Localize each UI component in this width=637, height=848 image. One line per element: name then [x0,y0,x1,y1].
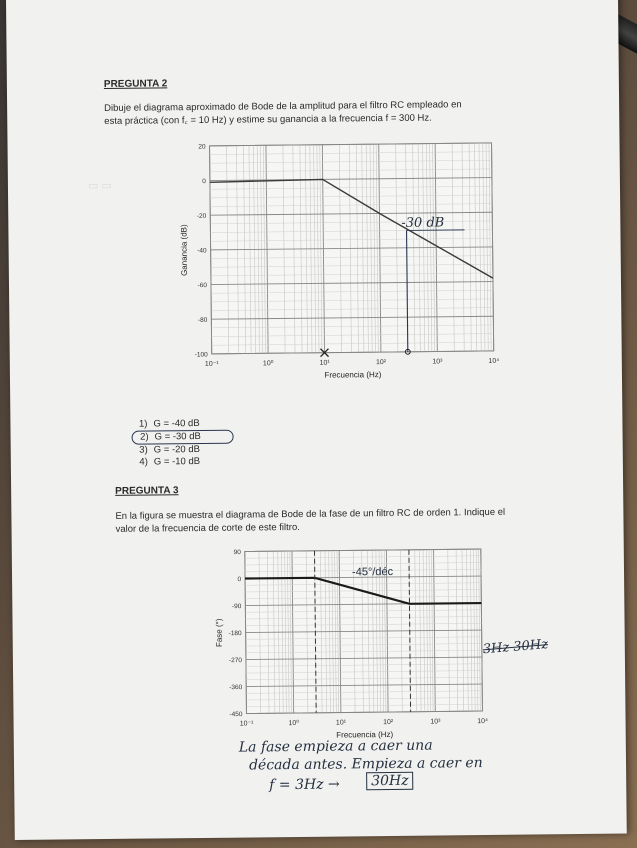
y-tick-label: -360 [229,684,243,692]
option-2-label: G = -30 dB [154,430,201,443]
option-1-number: 1) [138,418,148,430]
y-tick-label: 0 [202,178,206,186]
question-2-line-1: Dibuje el diagrama aproximado de Bode de la amplitud para el filtro RC empleado en [104,99,462,114]
question-3-title: PREGUNTA 3 [115,485,179,497]
option-1[interactable] [135,418,233,431]
crossed-margin-note: 3Hz 30Hz [482,637,549,658]
option-3-number: 3) [139,444,148,456]
y-tick-label: -450 [229,711,243,719]
exam-sheet [6,0,627,840]
y-tick-label: 20 [198,143,206,151]
x-tick-label: 10² [375,359,387,367]
x-tick-label: 10¹ [319,359,330,367]
y-tick-label: -180 [228,630,242,638]
y-tick-label: -270 [228,657,242,665]
option-4[interactable] [136,456,234,469]
handwritten-line-1: La fase empieza a caer una [238,737,433,756]
gain-annotation: -30 dB [401,215,445,231]
option-2-number: 2) [140,431,149,443]
question-2-line-2: esta práctica (con f꜀ = 10 Hz) y estime su ganancia a la frecuencia f = 300 Hz. [104,112,432,127]
y-tick-label: -20 [196,212,207,220]
option-4-label: G = -10 dB [153,455,201,468]
phase-slope-annotation: -45°/déc [351,565,394,579]
question-3-line-2: valor de la frecuencia de corte de este filtro. [115,521,300,535]
x-tick-label: 10³ [430,718,441,726]
y-tick-label: 0 [237,576,242,584]
option-2-selected[interactable] [132,430,234,445]
question-2-title: PREGUNTA 2 [103,78,168,90]
handwritten-line-2: década antes. Empieza a caer en [248,755,483,774]
x-tick-label: 10⁻¹ [239,720,254,728]
bleed-through: ▭ ▭ [87,179,112,193]
x-tick-label: 10⁰ [288,719,300,728]
y-tick-label: -90 [231,603,242,611]
y-tick-label: -80 [197,316,208,324]
x-tick-label: 10⁰ [262,360,274,368]
option-3-label: G = -20 dB [153,443,200,456]
y-tick-label: -100 [194,351,208,359]
y-tick-label: -40 [197,247,207,255]
y-tick-label: -60 [197,282,208,290]
handwritten-line-3: f = 3Hz → [269,776,340,794]
x-tick-label: 10⁻¹ [204,360,219,368]
question-2-text [104,97,564,128]
x-tick-label: 10² [383,718,394,727]
x-tick-label: 10⁴ [488,357,500,365]
handwritten-answer-box: 30Hz [366,772,414,790]
question-3-text [115,505,575,536]
q2-options [135,418,234,469]
bode-gain-chart [157,135,510,399]
x-tick-label: 10³ [432,358,443,366]
question-3-line-1: En la figura se muestra el diagrama de Bode de la fase de un filtro RC de orden 1. Indique el [115,506,506,522]
x-axis-label: Frecuencia (Hz) [324,370,382,380]
x-tick-label: 10⁴ [477,717,489,726]
option-1-label: G = -40 dB [153,417,200,430]
x-axis-label: Frecuencia (Hz) [336,729,394,740]
y-tick-label: 90 [233,549,241,557]
y-axis-label: Fase (°) [214,618,224,648]
option-3[interactable] [136,444,234,457]
x-tick-label: 10¹ [335,719,347,727]
option-4-number: 4) [139,456,148,468]
y-axis-label: Ganancia (dB) [179,224,189,276]
